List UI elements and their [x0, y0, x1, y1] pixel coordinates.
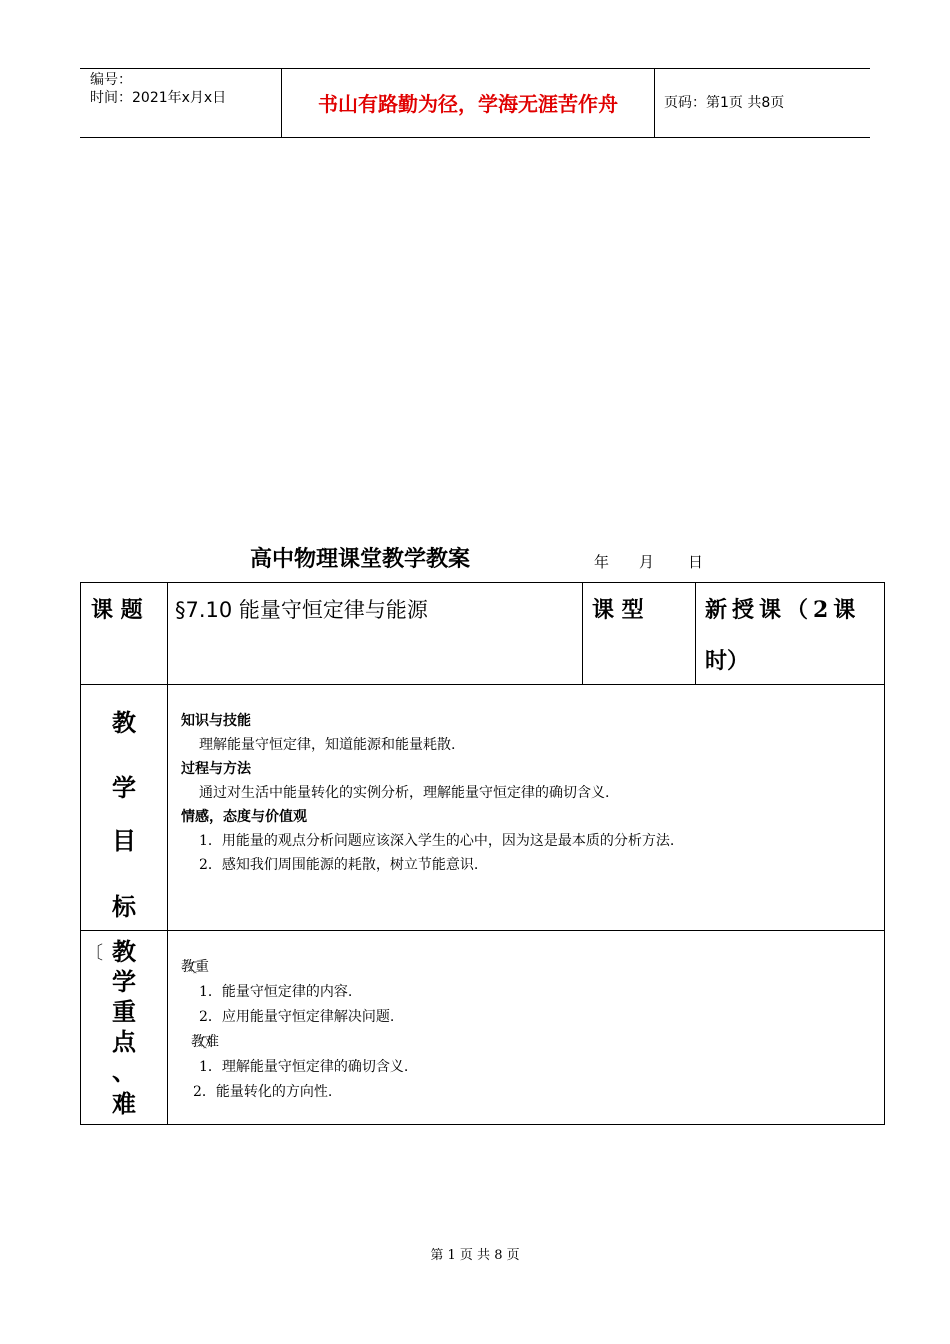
page-footer: 第 1 页 共 8 页: [430, 1248, 520, 1263]
objective-text: 理解能量守恒定律，知道能源和能量耗散.: [199, 737, 456, 753]
header-motto-cell: [281, 69, 655, 137]
keypoints-mark: 〔: [85, 943, 103, 964]
date-day: 日: [688, 553, 704, 571]
keypoint-heading: 教҈重: [181, 959, 209, 975]
header-info-cell: [80, 69, 280, 137]
keypoint-text: 1．理解能量守恒定律的确切含义.: [199, 1059, 409, 1075]
topic-value: §7.10 能量守恒定律与能源: [175, 598, 428, 622]
lesson-table: [80, 582, 885, 1125]
keypoints-label-char: 教: [112, 937, 136, 966]
objective-heading: 知识与技能: [181, 713, 251, 729]
objective-text: 通过对生活中能量转化的实例分析，理解能量守恒定律的确切含义.: [199, 785, 610, 801]
objective-text: 1．用能量的观点分析问题应该深入学生的心中，因为这是最本质的分析方法.: [199, 833, 675, 849]
document-title: 高中物理课堂教学教案: [250, 546, 471, 572]
objectives-label-char: 学: [112, 773, 136, 802]
header-page-cell: [654, 69, 870, 137]
col-divider: [582, 583, 583, 684]
objectives-label-char: 目: [112, 826, 136, 855]
motto: 书山有路勤为径，学海无涯苦作舟: [318, 92, 618, 116]
objective-text: 2．感知我们周围能源的耗散，树立节能意识.: [199, 857, 479, 873]
header-table: [80, 68, 870, 138]
keypoints-label-char: 难: [112, 1089, 136, 1118]
objectives-label-char: 标: [112, 892, 136, 921]
keypoint-text: 2．应用能量守恒定律解决问题.: [199, 1009, 395, 1025]
date-line: [594, 552, 703, 572]
keypoints-label-char: 重: [112, 997, 136, 1026]
type-value-line1: 新授课（2课: [705, 597, 861, 623]
keypoint-heading: 教҈难: [191, 1034, 219, 1050]
objective-heading: 过程与方法: [181, 761, 251, 777]
keypoint-text: 2．能量转化的方向性.: [193, 1084, 333, 1100]
date-month: 月: [639, 553, 655, 571]
page-info: 页码：第1页 共8页: [664, 95, 785, 111]
type-value-line2: 时）: [705, 648, 750, 674]
keypoints-content: [181, 955, 408, 1105]
time-label: 时间：2021年x月x日: [90, 90, 227, 106]
col-divider: [167, 583, 168, 1124]
objectives-content: [181, 709, 674, 877]
number-label: 编号：: [90, 72, 132, 88]
col-divider: [695, 583, 696, 684]
objective-heading: 情感，态度与价值观: [181, 809, 307, 825]
date-year: 年: [594, 553, 610, 571]
keypoints-label-char: 、: [112, 1057, 136, 1086]
type-label: 课 型: [592, 597, 644, 623]
objectives-label-char: 教: [112, 708, 136, 737]
row-divider: [81, 930, 884, 931]
keypoints-label-char: 点: [112, 1027, 136, 1056]
row-divider: [81, 684, 884, 685]
keypoint-text: 1．能量守恒定律的内容.: [199, 984, 353, 1000]
topic-label: 课 题: [91, 597, 143, 623]
keypoints-label-char: 学: [112, 967, 136, 996]
